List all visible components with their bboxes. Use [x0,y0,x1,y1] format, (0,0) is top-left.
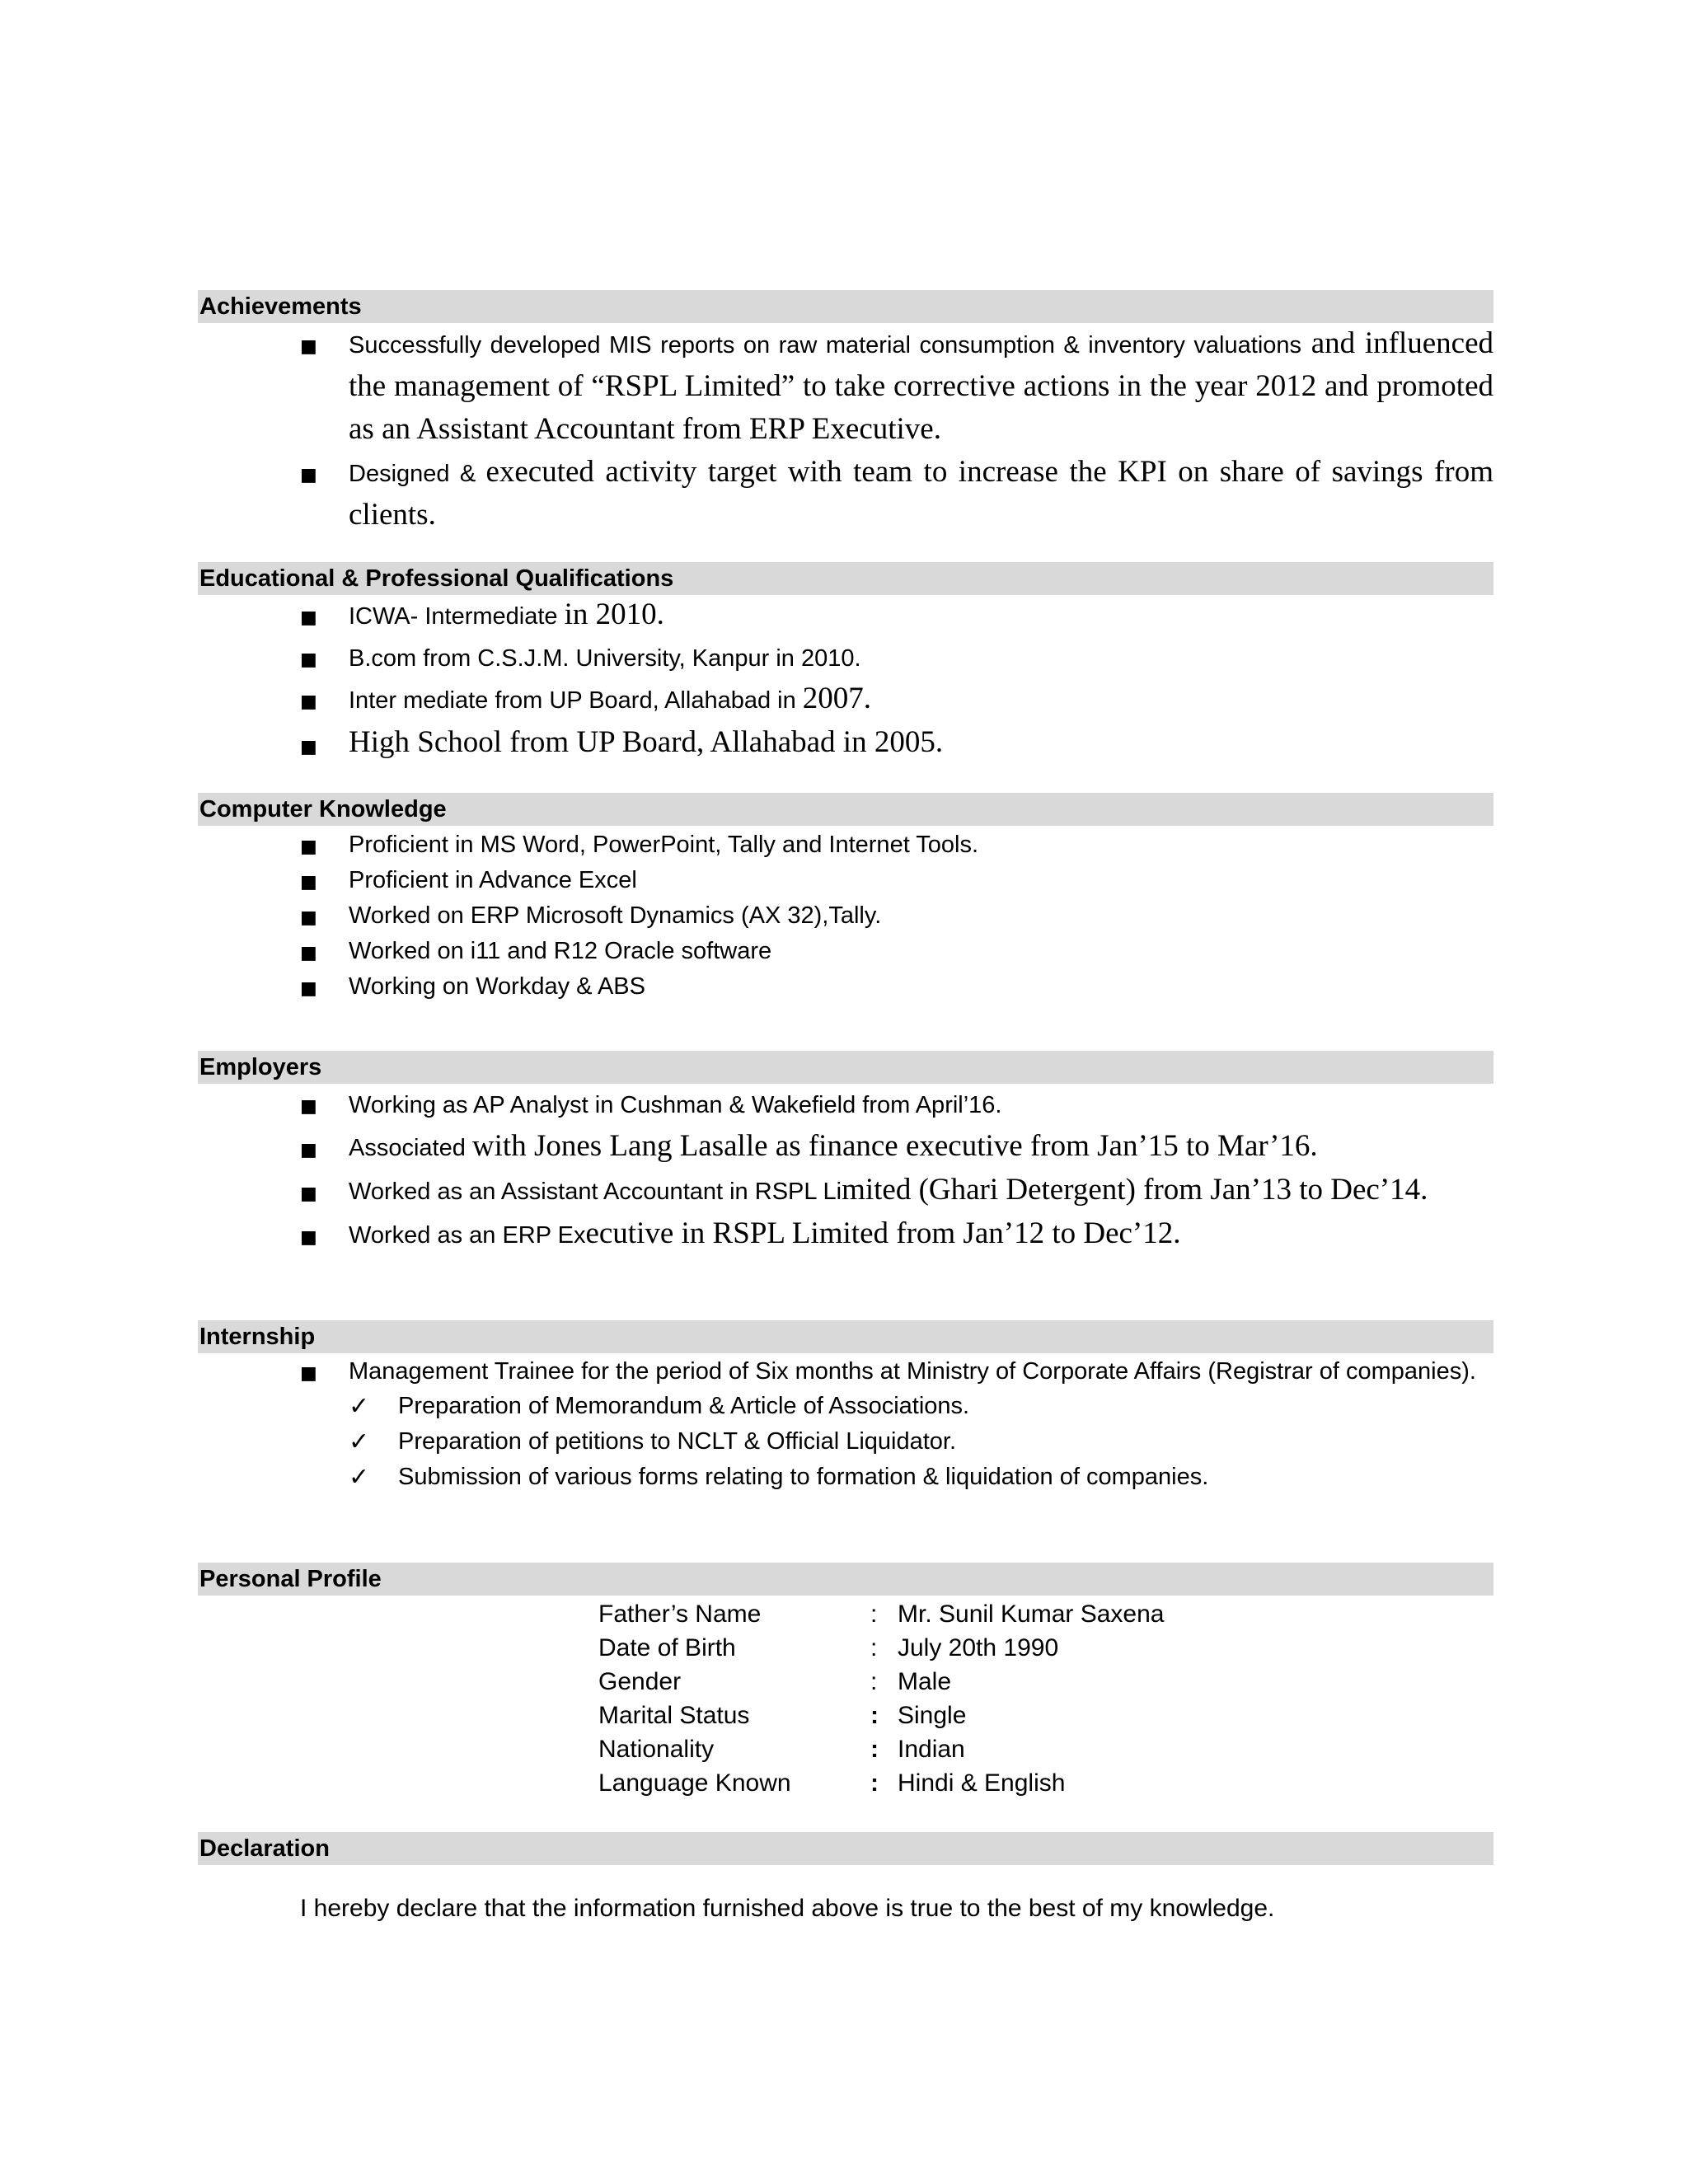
item-text: Submission of various forms relating to formation & liquidation of companies. [398,1464,1209,1490]
item-text-small: Worked as an Assistant Accountant in RSPL Li [349,1179,842,1205]
education-section [198,562,1493,768]
list-item [198,898,1493,934]
list-item [198,1171,1493,1215]
bullet-icon: ■ [300,691,317,712]
profile-colon: : [870,1668,878,1695]
item-text-serif: in 2010. [564,598,664,631]
profile-colon: : [870,1634,878,1661]
item-text: Management Trainee for the period of Six months at Ministry of Corporate Affairs (Registrar of companies). [349,1358,1476,1385]
item-text: Proficient in MS Word, PowerPoint, Tally and Internet Tools. [349,832,979,858]
declaration-section [198,1832,1493,1923]
list-item [198,934,1493,969]
profile-row-date-of-birth [598,1631,1493,1665]
item-text: Worked on ERP Microsoft Dynamics (AX 32),Tally. [349,902,882,929]
item-text-small: Inter mediate from UP Board, Allahabad in [349,687,803,714]
list-item [198,1355,1493,1389]
profile-label: Nationality [598,1736,715,1763]
profile-colon: : [870,1736,879,1763]
sub-list-item [198,1460,1493,1495]
section-header-internship: Internship [198,1320,1493,1353]
bullet-icon: ■ [300,943,317,963]
list-item [198,1127,1493,1171]
employers-section [198,1051,1493,1258]
section-header-achievements: Achievements [198,290,1493,323]
item-text-serif: 2007. [802,682,872,715]
profile-value: July 20th 1990 [898,1634,1059,1661]
bullet-icon: ■ [300,737,317,757]
profile-value: Male [898,1668,952,1695]
profile-label: Father’s Name [598,1601,762,1628]
list-item [198,1085,1493,1127]
section-header-education: Educational & Professional Qualifications [198,562,1493,595]
bullet-icon: ■ [300,1363,317,1384]
profile-row-gender [598,1665,1493,1699]
item-text: Preparation of petitions to NCLT & Official Liquidator. [398,1428,957,1455]
item-text-small: Designed & [349,461,486,487]
section-header-computer: Computer Knowledge [198,793,1493,826]
item-text: Working on Workday & ABS [349,973,645,1000]
list-item [198,723,1493,768]
item-text-small: Working as AP Analyst in Cushman & Wakefield from April’16. [349,1092,1002,1118]
bullet-icon: ■ [300,1096,317,1117]
list-item [198,681,1493,723]
item-text-serif: ecutive in RSPL Limited from Jan’12 to Dec’12. [585,1216,1181,1250]
bullet-icon: ■ [300,1140,317,1160]
item-text-serif: with Jones Lang Lasalle as finance executive from Jan’15 to Mar’16. [471,1129,1318,1163]
internship-section [198,1320,1493,1495]
profile-label: Language Known [598,1769,791,1797]
bullet-icon: ■ [300,1227,317,1248]
list-item [198,325,1493,453]
bullet-icon: ■ [300,1183,317,1204]
profile-label: Marital Status [598,1702,750,1729]
profile-row-marital-status [598,1699,1493,1732]
section-header-declaration: Declaration [198,1832,1493,1865]
list-item [198,1215,1493,1258]
item-text-small: B.com from C.S.J.M. University, Kanpur in 2010. [349,645,861,672]
item-text-serif: executed activity target with team to increase the KPI on share of savings from clients. [349,455,1493,532]
profile-value: Indian [898,1736,965,1763]
item-text-small: Successfully developed MIS reports on raw material consumption & inventory valuations [349,332,1302,359]
computer-section [198,793,1493,1005]
checkmark-icon: ✓ [349,1463,370,1492]
bullet-icon: ■ [300,649,317,670]
item-text: Proficient in Advance Excel [349,867,637,893]
section-header-profile: Personal Profile [198,1563,1493,1596]
list-item [198,969,1493,1005]
bullet-icon: ■ [300,872,317,893]
checkmark-icon: ✓ [349,1427,370,1456]
declaration-text: I hereby declare that the information furnished above is true to the best of my knowledge. [300,1895,1275,1922]
bullet-icon: ■ [300,837,317,857]
profile-value: Single [898,1702,967,1729]
item-text-small: Worked as an ERP Ex [349,1222,586,1249]
bullet-icon: ■ [300,607,317,628]
section-header-employers: Employers [198,1051,1493,1084]
item-text: Preparation of Memorandum & Article of Associations. [398,1393,970,1419]
sub-list-item [198,1389,1493,1424]
item-text-small: Associated [349,1135,472,1161]
profile-row-nationality [598,1732,1493,1766]
profile-value: Hindi & English [898,1769,1066,1797]
list-item [198,863,1493,898]
checkmark-icon: ✓ [349,1392,370,1421]
item-text: Worked on i11 and R12 Oracle software [349,938,772,964]
bullet-icon: ■ [300,907,317,928]
profile-section [198,1563,1493,1800]
profile-row-language-known [598,1766,1493,1800]
item-text-small: ICWA- Intermediate [349,603,565,630]
achievements-section [198,290,1493,539]
profile-label: Date of Birth [598,1634,736,1661]
list-item [198,597,1493,639]
profile-colon: : [870,1702,879,1729]
profile-value: Mr. Sunil Kumar Saxena [898,1601,1165,1628]
bullet-icon: ■ [300,465,317,485]
item-text-serif: mited (Ghari Detergent) from Jan’13 to Dec’14. [842,1173,1428,1207]
list-item [198,639,1493,681]
profile-colon: : [870,1601,878,1628]
profile-table [598,1597,1493,1800]
list-item [198,827,1493,863]
item-text-serif: High School from UP Board, Allahabad in 2005. [349,725,944,759]
item-text-serif: and influenced the management of “RSPL Limited” to take corrective actions in the year 2012 and promoted as an Assistant Accountant from ERP Executive. [349,326,1493,446]
list-item [198,453,1493,539]
profile-colon: : [870,1769,879,1797]
profile-label: Gender [598,1668,682,1695]
bullet-icon: ■ [300,336,317,357]
profile-row-fathers-name [598,1597,1493,1631]
bullet-icon: ■ [300,978,317,999]
sub-list-item [198,1424,1493,1460]
